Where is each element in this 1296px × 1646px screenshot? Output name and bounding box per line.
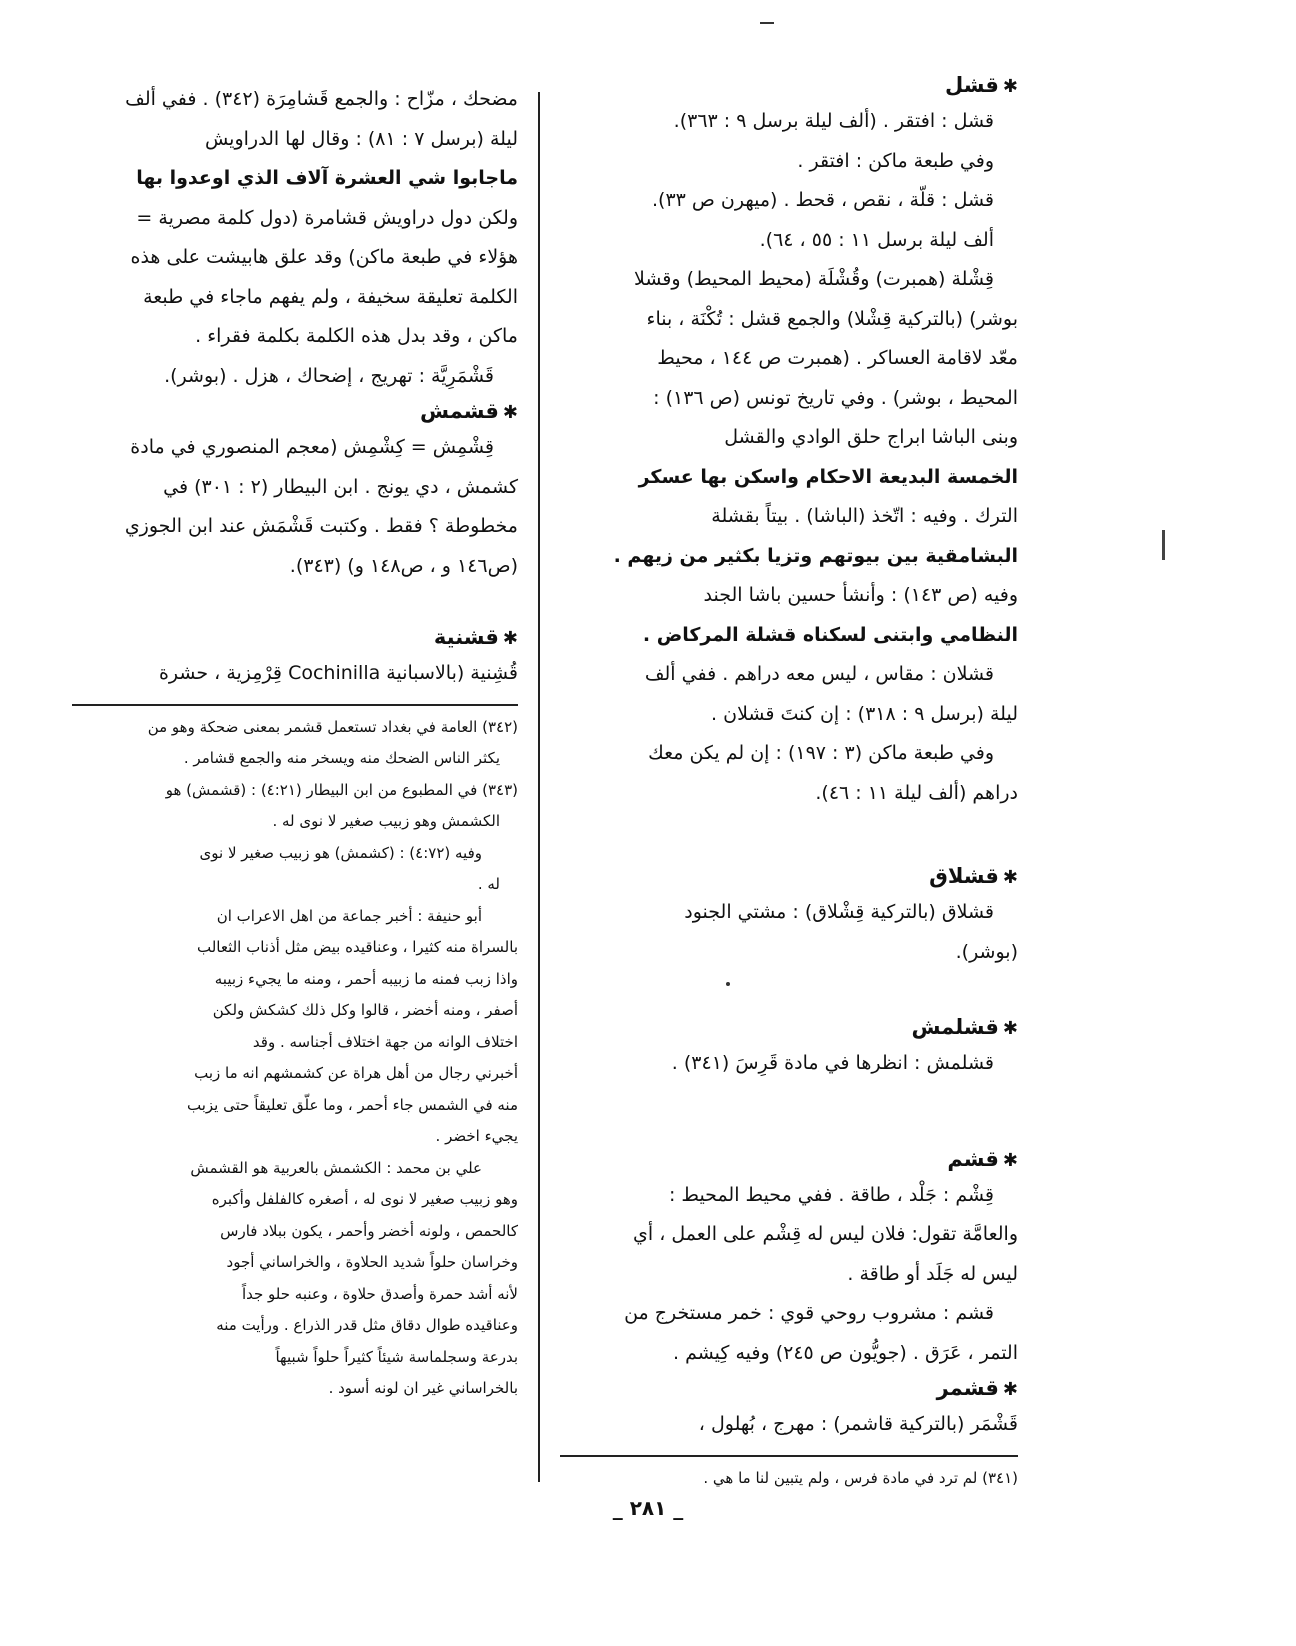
footnote-line: وخراسان حلواً شديد الحلاوة ، والخراساني أجود: [226, 1253, 518, 1271]
footnote-line: كالحمص ، ولونه أخضر وأحمر ، يكون ببلاد فارس: [220, 1221, 518, 1240]
footnote-line: وهو زبيب صغير لا نوى له ، أصغره كالفلفل وأكبره: [211, 1190, 518, 1208]
speck: [726, 982, 730, 986]
text-line: وفيه (ص ١٤٣) : وأنشأ حسين باشا الجند: [703, 584, 1018, 606]
text-line: ماكن ، وقد بدل هذه الكلمة بكلمة فقراء .: [195, 325, 518, 347]
heading-text: قشمر: [936, 1376, 999, 1400]
footnote-rule: [72, 704, 518, 706]
text-line: قشلمش : انظرها في مادة قَرِسَ (٣٤١) .: [671, 1052, 994, 1074]
entry-heading-qashniya: [72, 622, 518, 654]
asterisk-icon: ✱: [1002, 76, 1018, 97]
footnote-line: الكشمش وهو زبيب صغير لا نوى له .: [272, 812, 500, 830]
page-number: _ ٢٨١ _: [612, 1496, 684, 1520]
entry-heading-qashlamash: [560, 1012, 1018, 1044]
text-line: قشلان : مقاس ، ليس معه دراهم . ففي ألف: [644, 663, 994, 685]
heading-text: قشمش: [420, 399, 499, 423]
text-line: الخمسة البديعة الاحكام واسكن بها عسكر: [638, 465, 1018, 488]
footnote-line: (٣٤٣) في المطبوع من ابن البيطار (٤:٢١) : (قشمش) هو: [165, 780, 518, 799]
asterisk-icon: ✱: [1002, 867, 1018, 888]
asterisk-icon: ✱: [1002, 1018, 1018, 1039]
entry-heading-qashal: [560, 70, 1018, 102]
heading-text: قشلمش: [911, 1015, 999, 1039]
text-line: ألف ليلة برسل ١١ : ٥٥ ، ٦٤).: [759, 228, 994, 251]
heading-text: قشل: [945, 73, 999, 97]
text-line: قُشِنية (بالاسبانية Cochinilla قِرْمِزية ، حشرة: [158, 662, 518, 684]
text-line: قَشْمَرِيَّة : تهريج ، إضحاك ، هزل . (بوشر).: [164, 364, 494, 387]
edge-mark: [1162, 530, 1165, 560]
footnote-line: اختلاف الوانه من جهة اختلاف أجناسه . وقد: [252, 1032, 518, 1051]
entry-heading-qashm: [560, 1144, 1018, 1176]
footnote-rule: [560, 1455, 1018, 1457]
text-line: المحيط ، بوشر) . وفي تاريخ تونس (ص ١٣٦) :: [653, 386, 1018, 409]
text-line: قشل : قلّة ، نقص ، قحط . (ميهرن ص ٣٣).: [651, 189, 994, 211]
text-line: بوشر) (بالتركية قِشْلا) والجمع قشل : تُكْنَة ، بناء: [646, 307, 1018, 330]
text-line: قشل : افتقر . (ألف ليلة برسل ٩ : ٣٦٣).: [673, 110, 994, 132]
footnote-line: أخبرني رجال من أهل هراة عن كشمشهم انه ما زبب: [194, 1064, 518, 1082]
text-line: ليلة (برسل ٩ : ٣١٨) : إن كنتَ قشلان .: [711, 702, 1018, 725]
text-line: ليس له جَلَد أو طاقة .: [847, 1262, 1018, 1285]
footnote-line: واذا زبب فمنه ما زبيبه أحمر ، ومنه ما يجيء زبيبه: [214, 969, 518, 988]
text-line: قِشْمِش = كِشْمِش (معجم المنصوري في مادة: [130, 436, 494, 458]
text-line: وبنى الباشا ابراج حلق الوادي والقشل: [724, 426, 1018, 448]
right-column: [560, 70, 1018, 1494]
left-column: [72, 80, 518, 1405]
top-mark: [760, 22, 774, 24]
entry-heading-qashmash: [72, 396, 518, 428]
asterisk-icon: ✱: [1002, 1149, 1018, 1171]
text-line: وفي طبعة ماكن : افتقر .: [797, 149, 994, 172]
footnote-line: وعناقيده طوال دقاق مثل قدر الذراع . ورأيت منه: [216, 1316, 518, 1334]
text-line: ولكن دول دراويش قشامرة (دول كلمة مصرية =: [136, 206, 518, 229]
text-line: ليلة (برسل ٧ : ٨١) : وقال لها الدراويش: [204, 127, 518, 150]
text-line: معّد لاقامة العساكر . (همبرت ص ١٤٤ ، محيط: [657, 347, 1018, 369]
heading-text: قشلاق: [929, 864, 999, 888]
text-line: قشلاق (بالتركية قِشْلاق) : مشتي الجنود: [684, 901, 994, 923]
text-line: كشمش ، دي يونج . ابن البيطار (٢ : ٣٠١) في: [163, 475, 518, 498]
footnote-line: بالخراساني غير ان لونه أسود .: [328, 1379, 518, 1397]
text-line: الترك . وفيه : اتّخذ (الباشا) . بيتاً بقشلة: [711, 505, 1018, 527]
column-divider: [538, 92, 540, 1482]
footnote-line: له .: [477, 875, 500, 893]
entry-heading-qashmar: [560, 1373, 1018, 1405]
footnote-line: أصفر ، ومنه أخضر ، قالوا وكل ذلك كشكش ولكن: [212, 1001, 518, 1019]
text-line: مضحك ، مزّاح : والجمع قَشامِرَة (٣٤٢) . ففي ألف: [125, 88, 518, 110]
footnote-line: بالسراة منه كثيرا ، وعناقيده بيض مثل أذناب الثعالب: [196, 938, 518, 956]
footnote-line: يجيء اخضر .: [435, 1127, 518, 1145]
footnote-line: منه في الشمس جاء أحمر ، وما علّق تعليقاً حتى يزبب: [187, 1095, 518, 1114]
text-line: النظامي وابتنى لسكناه قشلة المركاض .: [642, 623, 1018, 646]
heading-text: قشم: [947, 1146, 999, 1171]
heading-text: قشنية: [433, 625, 499, 649]
footnote-line: علي بن محمد : الكشمش بالعربية هو القشمش: [190, 1158, 482, 1177]
text-line: دراهم (ألف ليلة ١١ : ٤٦).: [815, 781, 1018, 804]
text-line: قَشْمَر (بالتركية قاشمر) : مهرج ، بُهلول ،: [698, 1413, 1018, 1435]
footnote-line: بدرعة وسجلماسة شيئاً كثيراً حلواً شبيهاً: [275, 1347, 518, 1366]
text-line: هؤلاء في طبعة ماكن) وقد علق هابيشت على هذه: [130, 246, 518, 268]
text-line: مخطوطة ؟ فقط . وكتبت قَشْمَش عند ابن الجوزي: [124, 515, 518, 537]
text-line: قِشْلة (همبرت) وقُشْلَة (محيط المحيط) وقشلا: [634, 268, 994, 290]
text-line: البشامقية بين بيوتهم وتزيا بكثير من زيهم .: [613, 544, 1018, 567]
text-line: قِشْم : جَلْد ، طاقة . ففي محيط المحيط :: [668, 1183, 994, 1206]
asterisk-icon: ✱: [502, 402, 518, 423]
asterisk-icon: ✱: [502, 628, 518, 649]
text-line: (بوشر).: [955, 940, 1018, 963]
footnote-line: لأنه أشد حمرة وأصدق حلاوة ، وعنبه حلو جداً: [241, 1284, 518, 1303]
text-line: وفي طبعة ماكن (٣ : ١٩٧) : إن لم يكن معك: [648, 742, 994, 764]
asterisk-icon: ✱: [1002, 1379, 1018, 1400]
entry-heading-qashlaq: [560, 861, 1018, 893]
text-line: الكلمة تعليقة سخيفة ، ولم يفهم ماجاء في طبعة: [143, 285, 518, 308]
text-line: والعامَّة تقول: فلان ليس له قِشْم على العمل ، أي: [633, 1223, 1018, 1245]
footnote-line: يكثر الناس الضحك منه ويسخر منه والجمع قشامر .: [183, 749, 500, 767]
text-line: ماجابوا شي العشرة آلاف الذي اوعدوا بها: [136, 167, 518, 189]
footnote-line: وفيه (٤:٧٢) : (كشمش) هو زبيب صغير لا نوى: [199, 843, 482, 862]
text-line: (ص١٤٦ و ، ص١٤٨ و) (٣٤٣).: [289, 554, 518, 577]
footnote-line: أبو حنيفة : أخبر جماعة من اهل الاعراب ان: [216, 906, 482, 925]
footnote-line: (٣٤١) لم ترد في مادة فرس ، ولم يتبين لنا ما هي .: [703, 1468, 1018, 1487]
text-line: قشم : مشروب روحي قوي : خمر مستخرج من: [624, 1302, 994, 1324]
footnote-line: (٣٤٢) العامة في بغداد تستعمل قشمر بمعنى ضحكة وهو من: [147, 717, 518, 736]
text-line: التمر ، عَرَق . (جويُّون ص ٢٤٥) وفيه كِيشم .: [673, 1341, 1018, 1364]
